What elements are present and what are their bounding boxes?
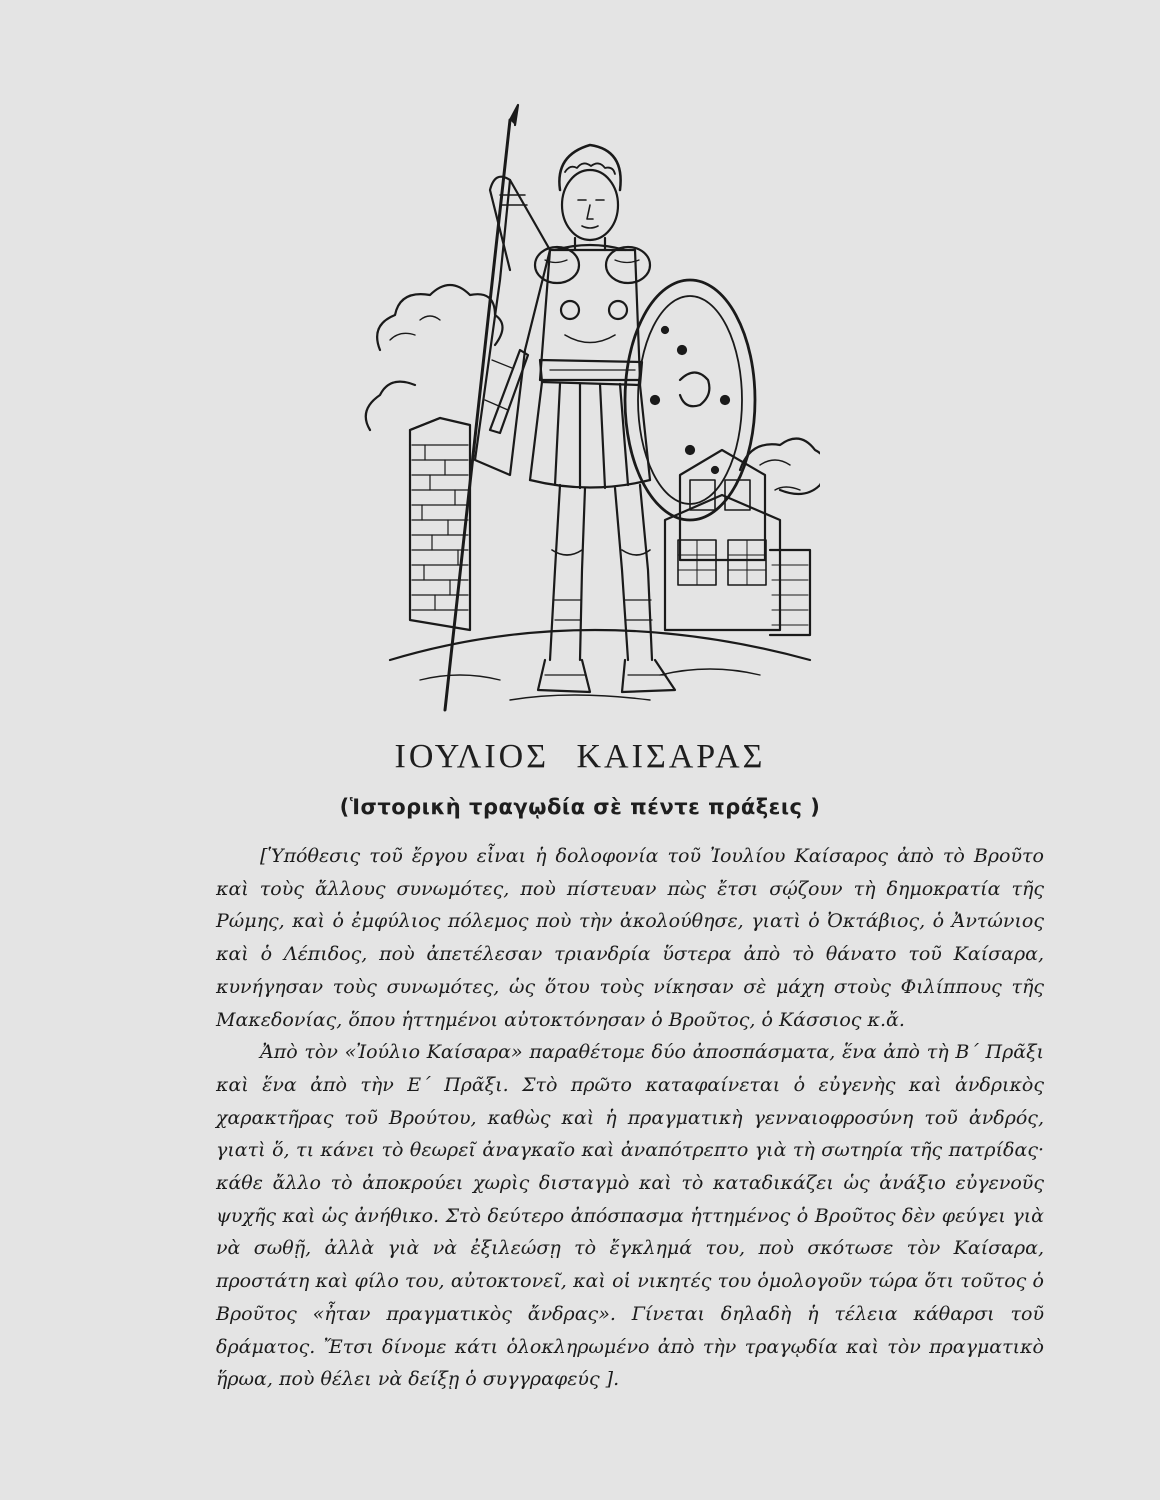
paragraph-synopsis: [Ὑπόθεσις τοῦ ἔργου εἶναι ἡ δολοφονία τοῦ Ἰουλίου Καίσαρος ἀπὸ τὸ Βροῦτο καὶ τοὺς ἄλλους συνωμότες, ποὺ πίστευαν πὼς ἔτσι σῴζουν τὴ δημοκρατία τῆς Ρώμης, καὶ ὁ ἐμφύλιος πόλεμος ποὺ τὴν ἀκολούθησε, γιατὶ ὁ Ὀκτάβιος, ὁ Ἀντώνιος καὶ ὁ Λέπιδος, ποὺ ἀπετέλεσαν τριανδρία ὕστερα ἀπὸ τὸ θάνατο τοῦ Καίσαρα, κυνήγησαν τοὺς συνωμότες, ὡς ὅτου τοὺς νίκησαν σὲ μάχη στοὺς Φιλίππους τῆς Μακεδονίας, ὅπου ἡττημένοι αὐτοκτόνησαν ὁ Βροῦτος, ὁ Κάσσιος κ.ἄ.	[216, 845, 1044, 1031]
paragraph-excerpts: Ἀπὸ τὸν «Ἰούλιο Καίσαρα» παραθέτομε δύο ἀποσπάσματα, ἕνα ἀπὸ τὴ Β΄ Πρᾶξι καὶ ἕνα ἀπὸ τὴν Ε΄ Πρᾶξι. Στὸ πρῶτο καταφαίνεται ὁ εὐγενὴς καὶ ἀνδρικὸς χαρακτῆρας τοῦ Βρούτου, καθὼς καὶ ἡ πραγματικὴ γενναιοφροσύνη τοῦ ἀνδρός, γιατὶ ὅ, τι κάνει τὸ θεωρεῖ ἀναγκαῖο καὶ ἀναπότρεπτο γιὰ τὴ σωτηρία τῆς πατρίδας· κάθε ἄλλο τὸ ἀποκρούει χωρὶς δισταγμὸ καὶ τὸ καταδικάζει ὡς ἀνάξιο εὐγενοῦς ψυχῆς καὶ ὡς ἀνήθικο. Στὸ δεύτερο ἀπόσπασμα ἡττημένος ὁ Βροῦτος δὲν φεύγει γιὰ νὰ σωθῇ, ἀλλὰ γιὰ νὰ ἐξιλεώσῃ τὸ ἔγκλημά του, ποὺ σκότωσε τὸν Καίσαρα, προστάτη καὶ φίλο του, αὐτοκτονεῖ, καὶ οἱ νικητές του ὁμολογοῦν τώρα ὅτι τοῦτος ὁ Βροῦτος «ἦταν πραγματικὸς ἄνδρας». Γίνεται δηλαδὴ ἡ τέλεια κάθαρσι τοῦ δράματος. Ἔτσι δίνομε κάτι ὁλοκληρωμένο ἀπὸ τὴν τραγῳδία καὶ τὸν πραγματικὸ ἥρωα, ποὺ θέλει νὰ δείξῃ ὁ συγγραφεύς ].	[216, 1041, 1044, 1391]
soldier-illustration	[360, 100, 820, 720]
page-title: ΙΟΥΛΙΟΣ ΚΑΙΣΑΡΑΣ	[394, 738, 766, 775]
page-subtitle: (Ἱστορικὴ τραγῳδία σὲ πέντε πράξεις )	[339, 795, 821, 819]
intro-text	[216, 840, 1044, 1396]
